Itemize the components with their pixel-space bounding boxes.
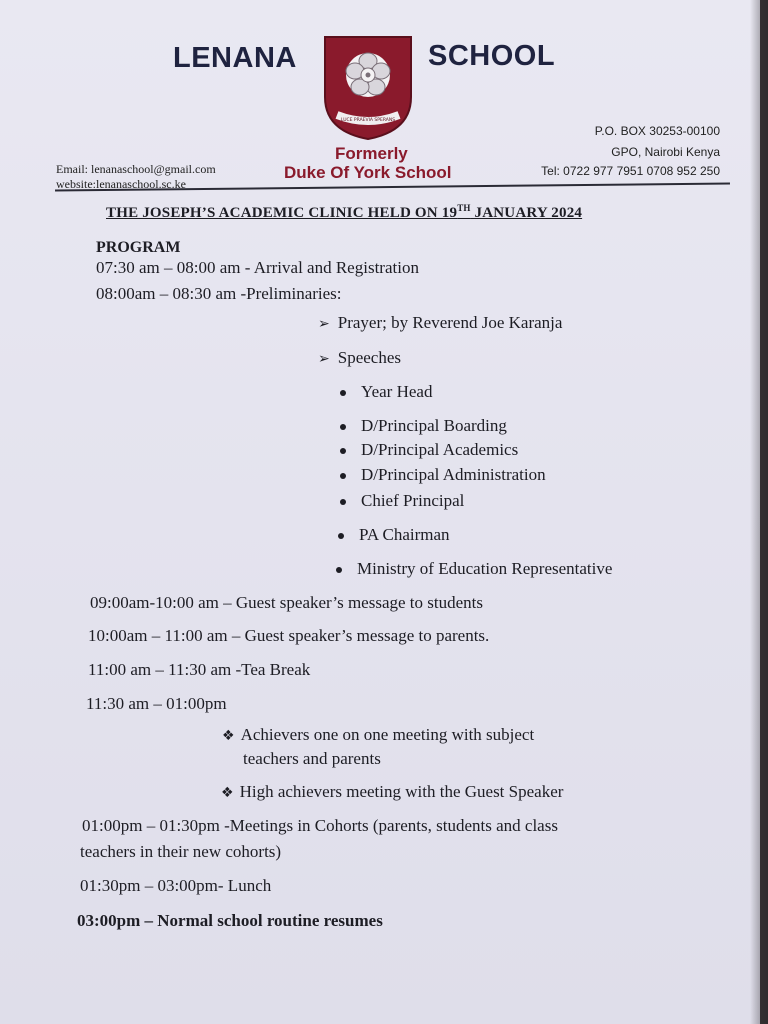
achievers-item-2 [221,782,563,802]
bullet-dot-icon [338,533,344,539]
schedule-resume: 03:00pm – Normal school routine resumes [77,911,383,930]
email-text: Email: lenanaschool@gmail.com [56,162,216,176]
schedule-tea-break: 11:00 am – 11:30 am -Tea Break [88,660,311,679]
speech-label: Year Head [361,382,433,401]
title-prefix: THE JOSEPH’S ACADEMIC CLINIC HELD ON 19 [106,205,458,221]
bullet-dot-icon [340,499,346,505]
tel-text: Tel: 0722 977 7951 0708 952 250 [541,164,720,178]
schedule-arrival: 07:30 am – 08:00 am - Arrival and Registration [96,258,419,277]
speech-item [340,491,464,511]
bullet-dot-icon [340,390,346,396]
achievers-item-1 [222,725,534,745]
schedule-preliminaries: 08:00am – 08:30 am -Preliminaries: [96,284,342,303]
photo-edge-shadow [750,0,768,1024]
bullet-dot-icon [340,424,346,430]
title-suffix: JANUARY 2024 [470,205,583,221]
achievers-1-line1: Achievers one on one meeting with subject [240,725,535,744]
speech-item [338,525,450,545]
schedule-guest-students: 09:00am-10:00 am – Guest speaker’s message to students [90,593,483,612]
bullet-dot-icon [340,448,346,454]
speech-label: D/Principal Administration [361,465,546,484]
schedule-cohorts-line1: 01:00pm – 01:30pm -Meetings in Cohorts (parents, students and class [82,816,558,835]
po-box-text: P.O. BOX 30253-00100 [594,124,720,138]
prelim-item-prayer: ➢ Prayer; by Reverend Joe Karanja [318,313,562,333]
title-sup: TH [457,203,471,213]
prelim-item-speeches: ➢ Speeches [318,348,401,368]
bullet-dot-icon [340,473,346,479]
school-name-right: SCHOOL [428,40,556,72]
program-heading: PROGRAM [96,239,181,256]
location-text: GPO, Nairobi Kenya [611,145,720,159]
former-name: Duke Of York School [284,163,452,182]
speech-label: Ministry of Education Representative [357,559,613,578]
school-crest-icon [323,35,413,141]
speech-label: D/Principal Academics [361,440,519,459]
speech-item [340,416,507,436]
crest-motto: LUCE PRAEVIA SPERANS [340,118,396,123]
schedule-guest-parents: 10:00am – 11:00 am – Guest speaker’s message to parents. [88,626,490,645]
achievers-1-line2: teachers and parents [243,749,381,768]
speech-item [340,465,546,485]
website-text: website:lenanaschool.sc.ke [56,177,186,191]
diamond-bullet-icon: ❖ [221,785,234,801]
schedule-lunch: 01:30pm – 03:00pm- Lunch [80,876,272,895]
formerly-label: Formerly [335,144,408,163]
speech-item [336,559,612,579]
schedule-cohorts-line2: teachers in their new cohorts) [80,842,282,861]
speech-label: D/Principal Boarding [361,416,507,435]
school-name-left: LENANA [173,42,297,74]
bullet-dot-icon [336,567,342,573]
schedule-1130: 11:30 am – 01:00pm [86,694,227,713]
diamond-bullet-icon: ❖ [222,728,235,744]
speech-item [340,382,432,402]
speech-label: PA Chairman [359,525,450,544]
speech-label: Chief Principal [361,491,465,510]
speech-item [340,440,518,460]
document-title [106,203,582,222]
achievers-2-label: High achievers meeting with the Guest Speaker [239,782,564,801]
